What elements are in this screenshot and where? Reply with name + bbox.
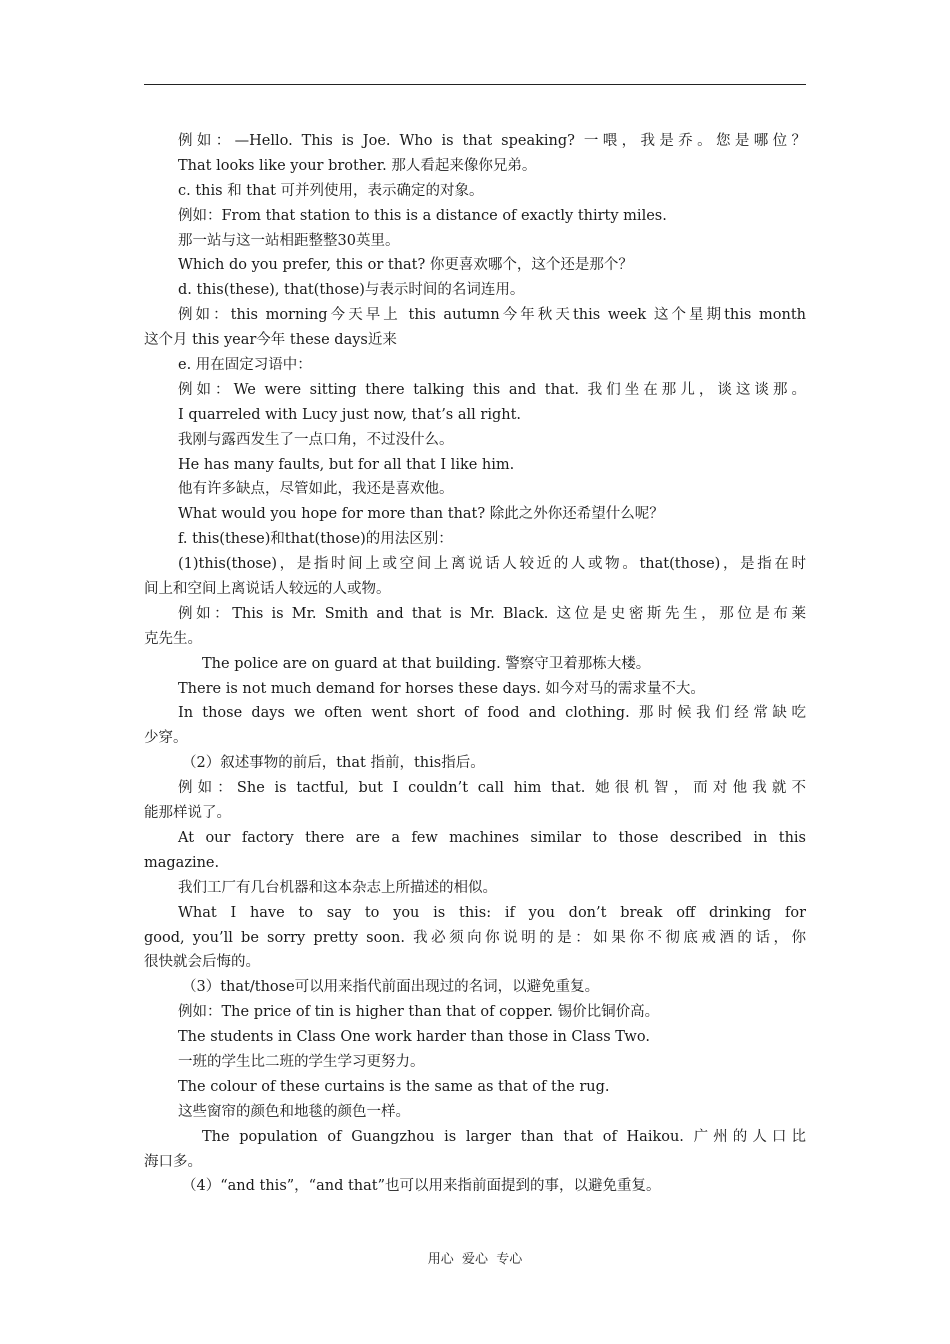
text-line: 少穿。 (144, 730, 188, 747)
text-line: （4）“and this”，“and that”也可以用来指前面提到的事，以避免重复。 (182, 1178, 661, 1195)
text-line: The police are on guard at that building. 警察守卫着那栋大楼。 (202, 655, 651, 672)
text-line: 他有许多缺点，尽管如此，我还是喜欢他。 (178, 481, 454, 498)
text-line: What would you hope for more than that? 除此之外你还希望什么呢？ (178, 506, 664, 523)
text-line: 这些窗帘的颜色和地毯的颜色一样。 (178, 1103, 410, 1120)
text-line: good, you’ll be sorry pretty soon. 我必须向你说明的是：如果你不彻底戒酒的话，你 (144, 929, 806, 946)
text-line: c. this 和 that 可并列使用，表示确定的对象。 (178, 182, 484, 199)
text-line: I quarreled with Lucy just now, that’s all right. (178, 406, 522, 423)
text-line: There is not much demand for horses these days. 如今对马的需求量不大。 (178, 680, 705, 697)
text-line: Which do you prefer, this or that? 你更喜欢哪个，这个还是那个？ (178, 257, 633, 274)
text-line: d. this(these), that(those)与表示时间的名词连用。 (178, 282, 525, 299)
text-line: e. 用在固定习语中： (178, 357, 312, 374)
text-line: 例如：She is tactful, but I couldn’t call him that. 她很机智，而对他我就不 (178, 780, 806, 797)
text-line: （2）叙述事物的前后，that 指前，this指后。 (182, 755, 485, 772)
page-footer: 用心 爱心 专心 (427, 1252, 523, 1267)
text-line: 例如：—Hello. This is Joe. Who is that speaking? 一喂，我是乔。您是哪位？ (178, 133, 806, 149)
text-line: 例如：This is Mr. Smith and that is Mr. Black. 这位是史密斯先生，那位是布莱 (178, 605, 806, 622)
header-rule (144, 84, 806, 85)
text-line: 一班的学生比二班的学生学习更努力。 (178, 1053, 425, 1070)
text-line: 很快就会后悔的。 (144, 954, 260, 971)
text-line: 间上和空间上离说话人较远的人或物。 (144, 581, 391, 598)
text-line: 我们工厂有几台机器和这本杂志上所描述的相似。 (178, 879, 497, 896)
text-line: The population of Guangzhou is larger than that of Haikou. 广州的人口比 (202, 1128, 806, 1145)
text-line: （3）that/those可以用来指代前面出现过的名词，以避免重复。 (182, 979, 600, 996)
text-line: At our factory there are a few machines similar to those described in this (178, 829, 806, 846)
text-line: He has many faults, but for all that I like him. (178, 456, 515, 473)
text-line: 那一站与这一站相距整整30英里。 (178, 232, 400, 249)
text-line: In those days we often went short of food and clothing. 那时候我们经常缺吃 (178, 705, 806, 722)
text-line: magazine. (144, 854, 220, 871)
text-line: 克先生。 (144, 630, 202, 647)
text-line: 例如：We were sitting there talking this and that. 我们坐在那儿，谈这谈那。 (178, 381, 806, 398)
text-line: 例如：The price of tin is higher than that of copper. 锡价比铜价高。 (178, 1004, 660, 1021)
text-line: 例如：this morning今天早上 this autumn今年秋天this week 这个星期this month (178, 307, 806, 324)
text-line: 例如：From that station to this is a distance of exactly thirty miles. (178, 207, 667, 224)
text-line: (1)this(those)，是指时间上或空间上离说话人较近的人或物。that(those)，是指在时 (178, 556, 806, 573)
text-line: 我刚与露西发生了一点口角，不过没什么。 (178, 431, 454, 448)
document-body (144, 129, 806, 1199)
text-line: What I have to say to you is this: if you don’t break off drinking for (178, 904, 806, 921)
text-line: 这个月 this year今年 these days近来 (144, 332, 397, 349)
text-line: 能那样说了。 (144, 805, 231, 822)
text-line: The students in Class One work harder than those in Class Two. (178, 1029, 650, 1046)
text-line: The colour of these curtains is the same as that of the rug. (178, 1078, 610, 1095)
text-line: f. this(these)和that(those)的用法区别： (178, 531, 453, 548)
text-line: That looks like your brother. 那人看起来像你兄弟。 (178, 157, 537, 174)
text-line: 海口多。 (144, 1153, 202, 1170)
